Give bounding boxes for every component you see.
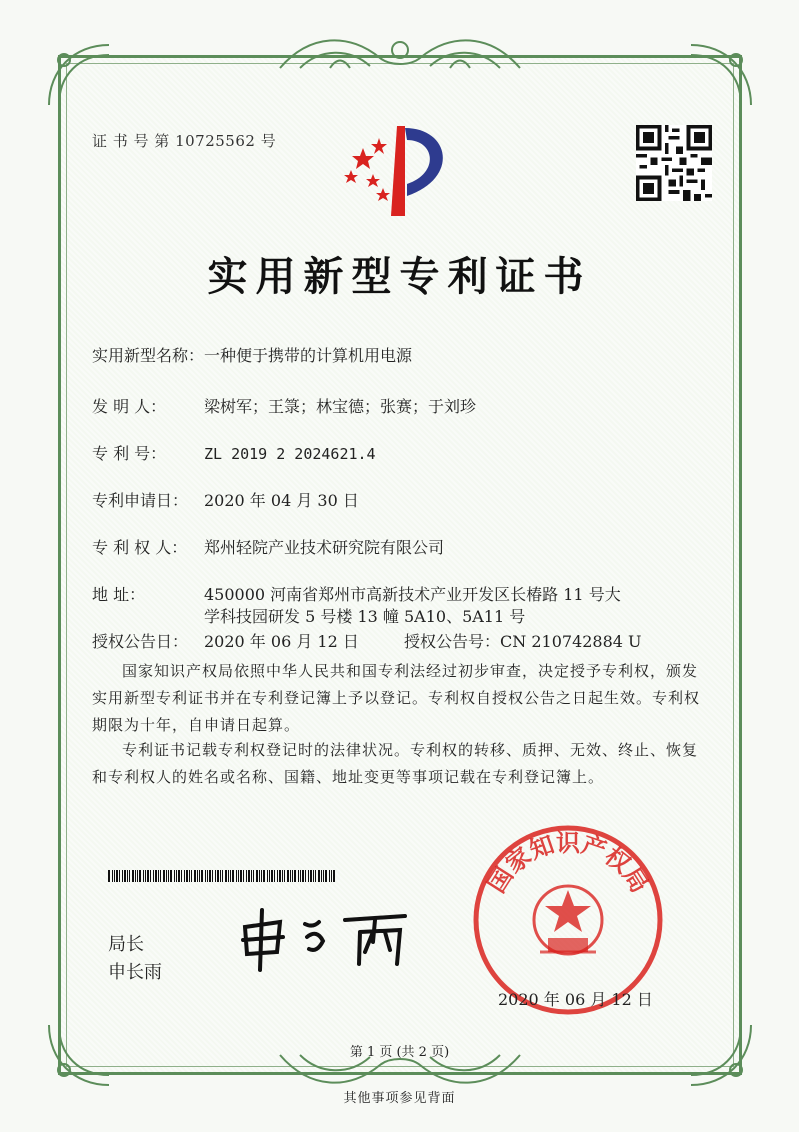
field-value: 2020 年 06 月 12 日 (204, 632, 359, 651)
barcode-icon (108, 870, 338, 882)
qr-code-icon (636, 125, 712, 201)
legal-status-note: 专利证书记载专利权登记时的法律状况。专利权的转移、质押、无效、终止、恢复和专利权人的姓名或名称、国籍、地址变更等事项记载在专利登记簿上。 (92, 741, 699, 786)
field-value: 学科技园研发 5 号楼 13 幢 5A10、5A11 号 (204, 607, 526, 626)
director-name: 申长雨 (108, 962, 162, 983)
certificate-title: 实用新型专利证书 (207, 253, 592, 300)
patent-office-logo-icon (335, 118, 465, 228)
announcement-number-row (404, 629, 642, 652)
field-value: 一种便于携带的计算机用电源 (204, 346, 413, 365)
page-number: 第 1 页 (共 2 页) (349, 1045, 450, 1060)
inventor-row (92, 394, 476, 417)
field-value: 梁树军；王箓；林宝德；张赛；于刘珍 (204, 397, 477, 416)
utility-model-name-row (92, 343, 412, 366)
handwritten-signature-icon (235, 902, 415, 972)
patentee-row (92, 535, 444, 558)
announcement-date-row (92, 629, 359, 652)
field-label: 发 明 人： (92, 397, 167, 416)
field-label: 专利申请日： (92, 491, 189, 510)
field-value: 450000 河南省郑州市高新技术产业开发区长椿路 11 号大 (204, 585, 621, 604)
address-row (92, 582, 621, 605)
field-label: 专 利 权 人： (92, 538, 188, 557)
director-title: 局长 (108, 934, 144, 955)
field-value: 2020 年 04 月 30 日 (204, 491, 359, 510)
corner-ornament-icon (44, 40, 114, 110)
field-value: CN 210742884 U (500, 632, 642, 651)
field-label: 专 利 号： (92, 444, 167, 463)
field-label: 授权公告日： (92, 632, 189, 651)
patent-number-row (92, 441, 376, 464)
ornament-top-icon (270, 28, 530, 78)
address-row-continued (204, 604, 525, 627)
certificate-number: 证 书 号 第 10725562 号 (92, 132, 277, 150)
back-side-note: 其他事项参见背面 (343, 1091, 456, 1106)
corner-ornament-icon (686, 40, 756, 110)
field-label: 实用新型名称： (92, 346, 205, 365)
field-label: 地 址： (92, 585, 146, 604)
application-date-row (92, 488, 359, 511)
seal-text: 国家知识产权局 (481, 828, 655, 898)
seal-date: 2020 年 06 月 12 日 (498, 990, 653, 1009)
grant-statement: 国家知识产权局依照中华人民共和国专利法经过初步审查，决定授予专利权，颁发实用新型专利证书并在专利登记簿上予以登记。专利权自授权公告之日起生效。专利权期限为十年，自申请日起算。 (92, 662, 701, 734)
field-value: 郑州轻院产业技术研究院有限公司 (204, 538, 445, 557)
field-label: 授权公告号： (404, 632, 501, 651)
field-value: ZL 2019 2 2024621.4 (204, 445, 376, 463)
